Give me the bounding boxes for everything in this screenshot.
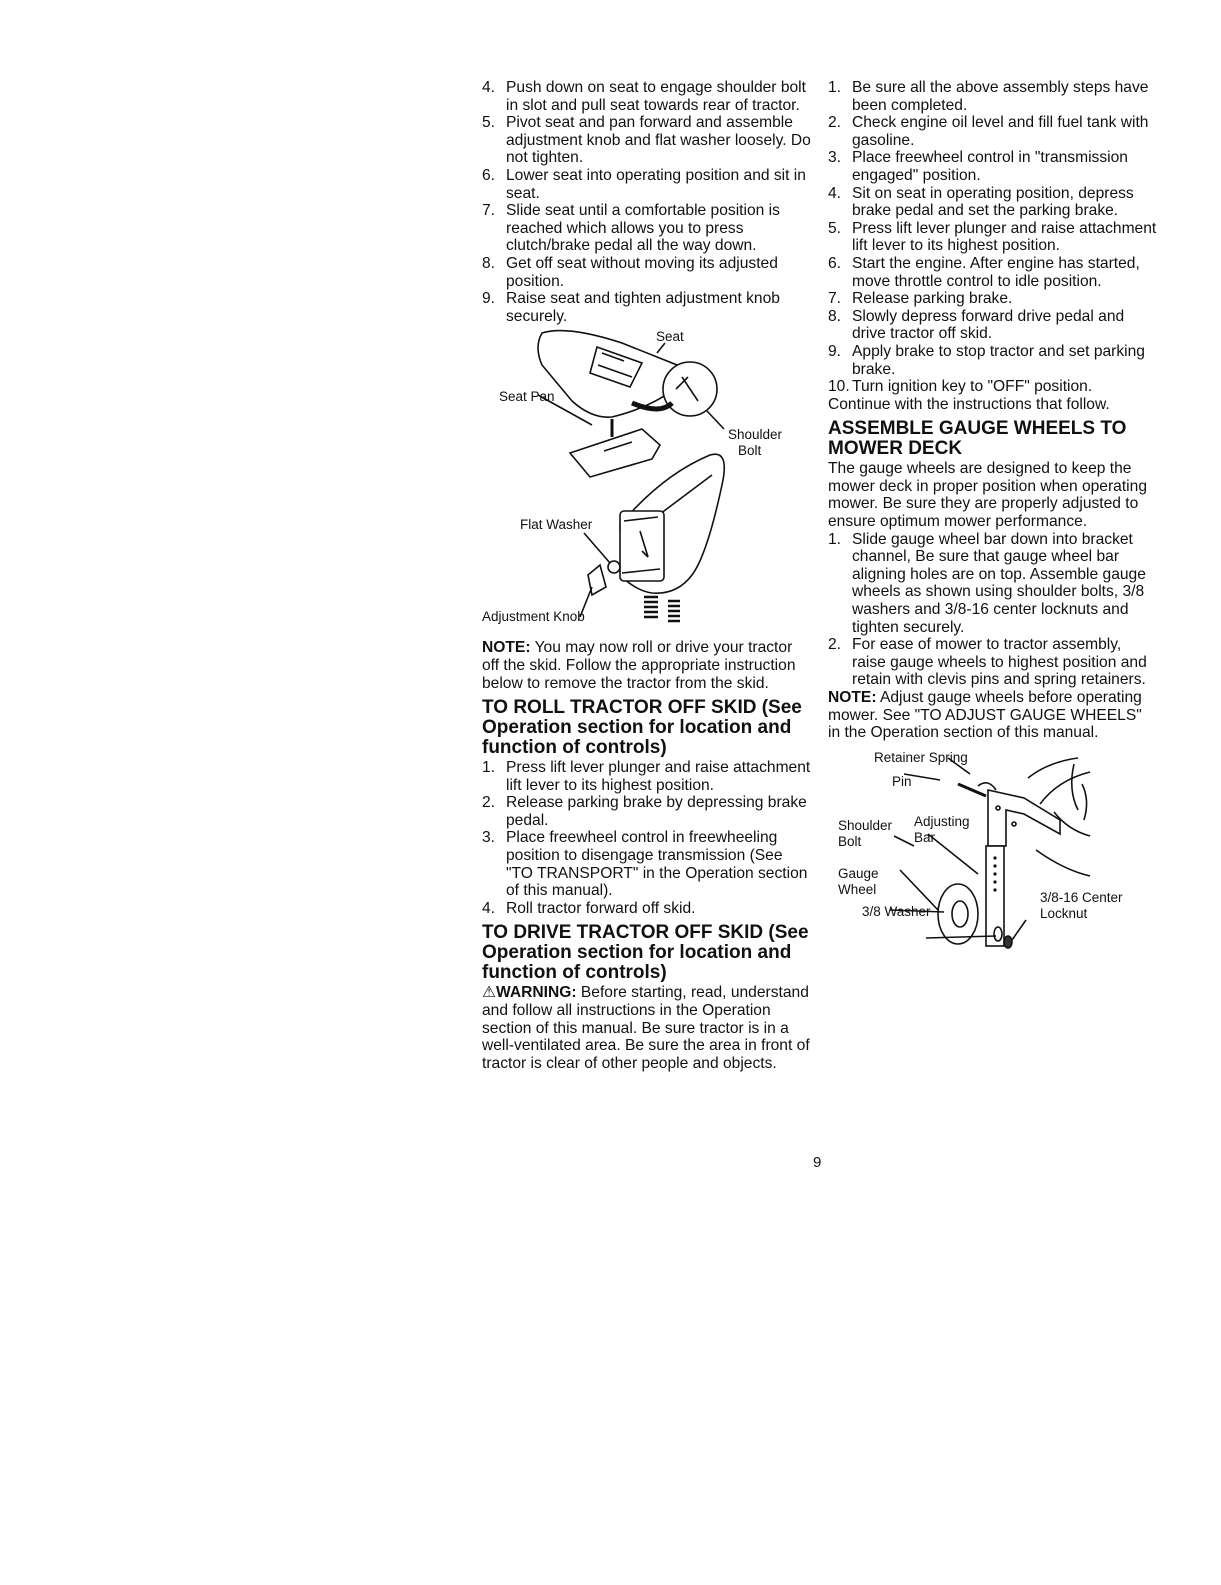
pin-label: Pin <box>892 773 912 789</box>
washer-label: 3/8 Washer <box>862 903 931 919</box>
roll-tractor-heading: TO ROLL TRACTOR OFF SKID (See Operation section for location and function of controls) <box>482 697 802 759</box>
shoulder-bolt-label-line1: Shoulder <box>728 427 783 443</box>
locknut-label-line2: Locknut <box>1040 905 1088 921</box>
list-item: 3. Place freewheel control in "transmission engaged" position. <box>828 149 1128 184</box>
list-item: 8. Slowly depress forward drive pedal and drive tractor off skid. <box>828 307 1125 343</box>
list-item: 6. Start the engine. After engine has started, move throttle control to idle position. <box>828 254 1140 290</box>
gauge-wheel-label-line1: Gauge <box>838 865 879 881</box>
list-item: 1. Slide gauge wheel bar down into bracket channel, Be sure that gauge wheel bar aligning holes are on top. Assemble gauge wheels as shown using shoulder bolts, 3/8 washers and 3/8-16 center locknuts and tighten securely. <box>828 530 1146 636</box>
page-number: 9 <box>813 1154 822 1171</box>
shoulder-bolt-label-line2: Bolt <box>838 833 862 849</box>
list-item: 4. Push down on seat to engage shoulder bolt in slot and pull seat towards rear of tractor. <box>482 79 806 114</box>
retainer-spring-label: Retainer Spring <box>874 749 968 765</box>
seat-assembly-drawing <box>472 325 802 637</box>
list-item: 10. Turn ignition key to "OFF" position. <box>828 378 1093 396</box>
warning-paragraph: ⚠WARNING: Before starting, read, understand and follow all instructions in the Operation section of this manual. Be sure tractor is in a well-ventilated area. Be sure the area in front of tractor is clear of other people and objects. <box>482 984 810 1072</box>
note-paragraph: NOTE: You may now roll or drive your tractor off the skid. Follow the appropriate instruction below to remove the tractor from the skid. <box>482 639 796 692</box>
seat-steps-list <box>482 79 812 325</box>
list-item: 3. Place freewheel control in freewheeling position to disengage transmission (See "TO TRANSPORT" in the Operation section of this manual). <box>482 829 808 900</box>
roll-steps-list <box>482 759 812 917</box>
list-item: 5. Pivot seat and pan forward and assemble adjustment knob and flat washer loosely. Do not tighten. <box>482 114 811 167</box>
left-column <box>482 79 812 1072</box>
warning-icon: ⚠ <box>482 984 496 1002</box>
list-item: 1. Press lift lever plunger and raise attachment lift lever to its highest position. <box>482 759 811 794</box>
list-item: 7. Release parking brake. <box>828 290 1013 308</box>
list-item: 9. Raise seat and tighten adjustment knob securely. <box>482 290 780 325</box>
list-item: 4. Roll tractor forward off skid. <box>482 899 696 917</box>
adjusting-bar-label-line2: Bar <box>914 829 936 845</box>
right-column <box>828 79 1158 960</box>
list-item: 5. Press lift lever plunger and raise attachment lift lever to its highest position. <box>828 219 1157 255</box>
adjustment-knob-label: Adjustment Knob <box>482 609 585 625</box>
gauge-wheel-label-line2: Wheel <box>838 881 877 897</box>
gauge-wheel-drawing <box>828 750 1158 960</box>
list-item: 7. Slide seat until a comfortable position is reached which allows you to press clutch/brake pedal all the way down. <box>482 202 780 255</box>
seat-assembly-figure <box>472 325 812 637</box>
list-item: 2. For ease of mower to tractor assembly, raise gauge wheels to highest position and retain with clevis pins and spring retainers. <box>828 636 1147 689</box>
list-item: 4. Sit on seat in operating position, depress brake pedal and set the parking brake. <box>828 184 1134 220</box>
gauge-wheels-heading: ASSEMBLE GAUGE WHEELS TO MOWER DECK <box>828 418 1127 460</box>
list-item: 1. Be sure all the above assembly steps have been completed. <box>828 79 1149 114</box>
list-item: 9. Apply brake to stop tractor and set parking brake. <box>828 342 1145 378</box>
shoulder-bolt-label-line2: Bolt <box>738 443 762 459</box>
list-item: 2. Check engine oil level and fill fuel tank with gasoline. <box>828 114 1149 149</box>
seat-label: Seat <box>656 329 684 345</box>
drive-steps-list <box>828 79 1158 396</box>
adjusting-bar-label-line1: Adjusting <box>914 813 970 829</box>
list-item: 8. Get off seat without moving its adjusted position. <box>482 254 778 290</box>
shoulder-bolt-label-line1: Shoulder <box>838 817 893 833</box>
seat-pan-label: Seat Pan <box>499 389 555 405</box>
list-item: 2. Release parking brake by depressing brake pedal. <box>482 794 807 829</box>
continue-text: Continue with the instructions that follow. <box>828 395 1110 413</box>
list-item: 6. Lower seat into operating position and sit in seat. <box>482 166 806 202</box>
note-paragraph-2: NOTE: Adjust gauge wheels before operating mower. See "TO ADJUST GAUGE WHEELS" in the Operation section of this manual. <box>828 689 1142 742</box>
drive-tractor-heading: TO DRIVE TRACTOR OFF SKID (See Operation section for location and function of controls) <box>482 922 809 984</box>
gauge-intro-paragraph: The gauge wheels are designed to keep the mower deck in proper position when operating mower. Be sure they are properly adjusted to ensure optimum mower performance. <box>828 460 1147 531</box>
locknut-label-line1: 3/8-16 Center <box>1040 889 1123 905</box>
gauge-wheel-figure <box>828 750 1158 960</box>
flat-washer-label: Flat Washer <box>520 517 593 533</box>
gauge-steps-list <box>828 531 1158 689</box>
